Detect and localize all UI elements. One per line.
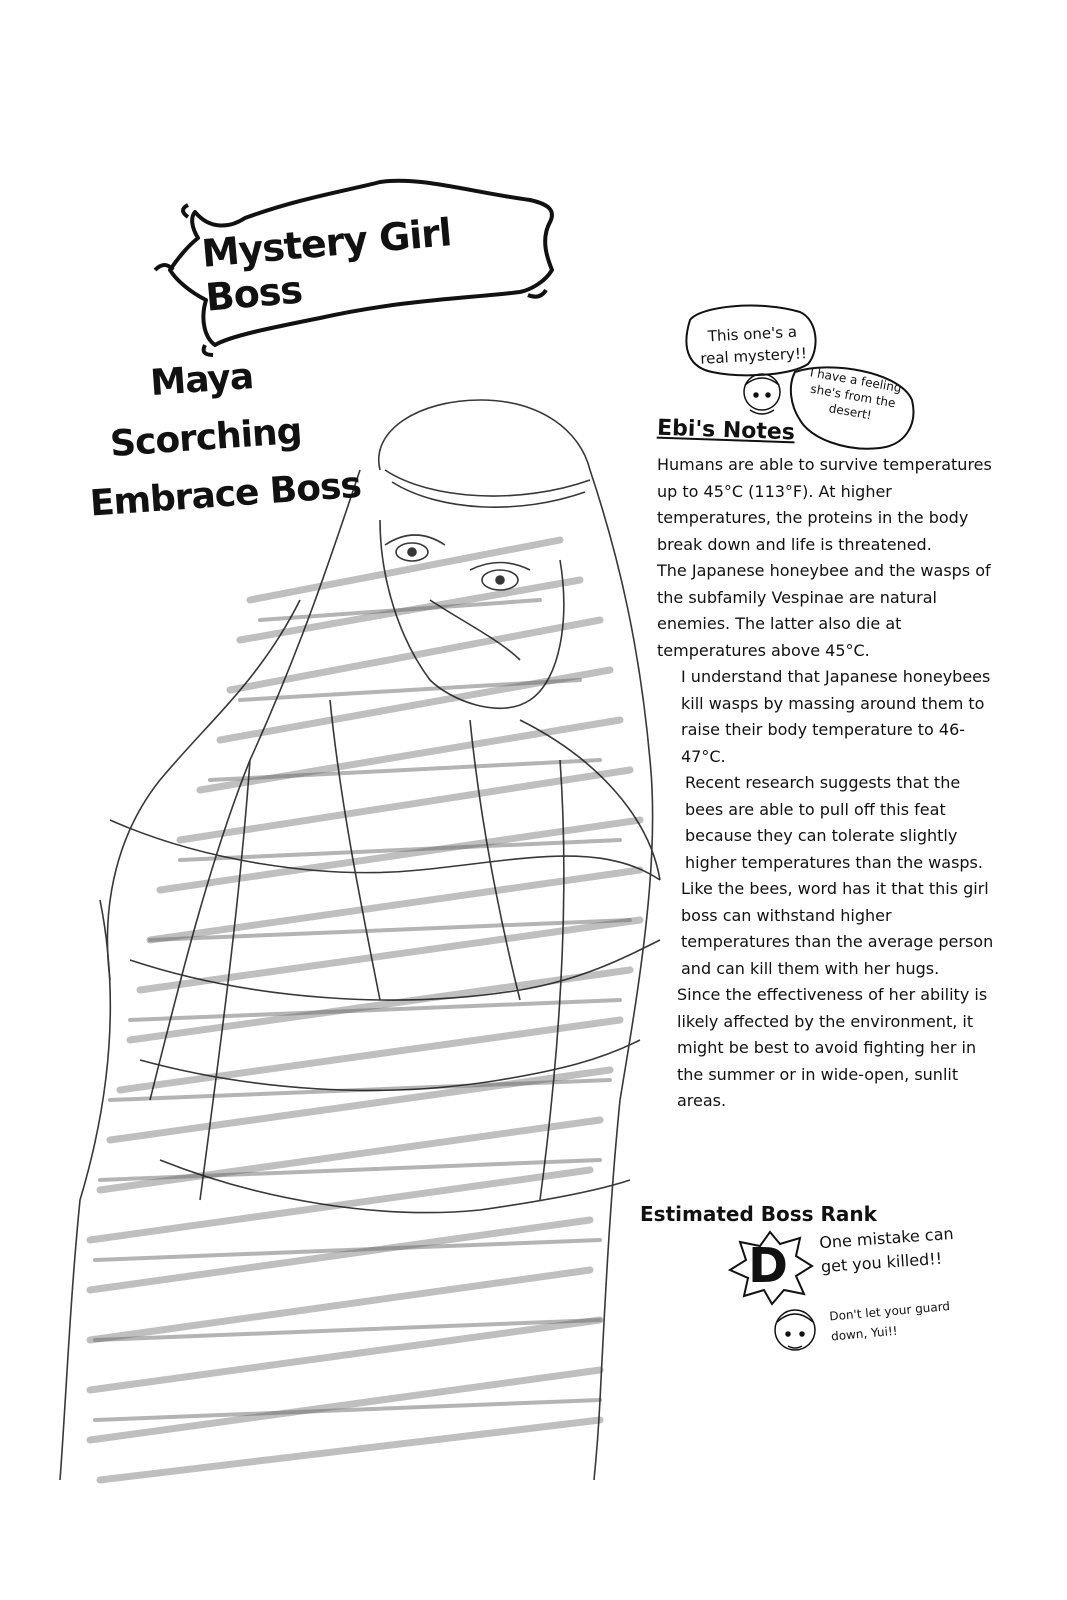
bubble-top-text: This one's a real mystery!! [699, 322, 808, 368]
mascot-chibi-top [744, 374, 780, 414]
veiled-girl-sketch [60, 400, 660, 1480]
notes-paragraph: Like the bees, word has it that this girl boss can withstand higher temperatures than the average person and can kill them with her hugs. [681, 879, 994, 978]
banner-title: Mystery Girl Boss [200, 210, 453, 320]
boss-name-line-3: Embrace Boss [88, 464, 363, 525]
notes-paragraph: Since the effectiveness of her ability is likely affected by the environment, it might be best to avoid fighting her in the summer or in wide-open, sunlit areas. [677, 985, 988, 1110]
rank-comment: One mistake can get you killed!! [818, 1223, 955, 1277]
notes-paragraph: Humans are able to survive temperatures up to 45°C (113°F). At higher temperatures, the proteins in the body break down and life is threatened. [657, 455, 992, 554]
bubble-side-text: I have a feeling she's from the desert! [808, 365, 903, 423]
notes-paragraph: The Japanese honeybee and the wasps of the subfamily Vespinae are natural enemies. The latter also die at temperatures above 45°C. [657, 561, 991, 660]
notes-title: Ebi's Notes [656, 415, 796, 446]
boss-name [80, 343, 363, 533]
mascot-chibi-bottom [775, 1310, 815, 1350]
boss-name-line-1: Maya [149, 356, 255, 405]
rank-title: Estimated Boss Rank [640, 1202, 877, 1226]
notes-paragraph: I understand that Japanese honeybees kill wasps by massing around them to raise their body temperature to 46-47°C. [681, 667, 991, 766]
notes-paragraph: Recent research suggests that the bees are able to pull off this feat because they can tolerate slightly higher temperatures than the wasps. [685, 773, 983, 872]
rank-letter: D [748, 1238, 788, 1294]
notes-body [657, 452, 997, 1115]
boss-name-line-2: Scorching [108, 410, 303, 466]
rank-warning: Don't let your guard down, Yui!! [828, 1299, 951, 1344]
